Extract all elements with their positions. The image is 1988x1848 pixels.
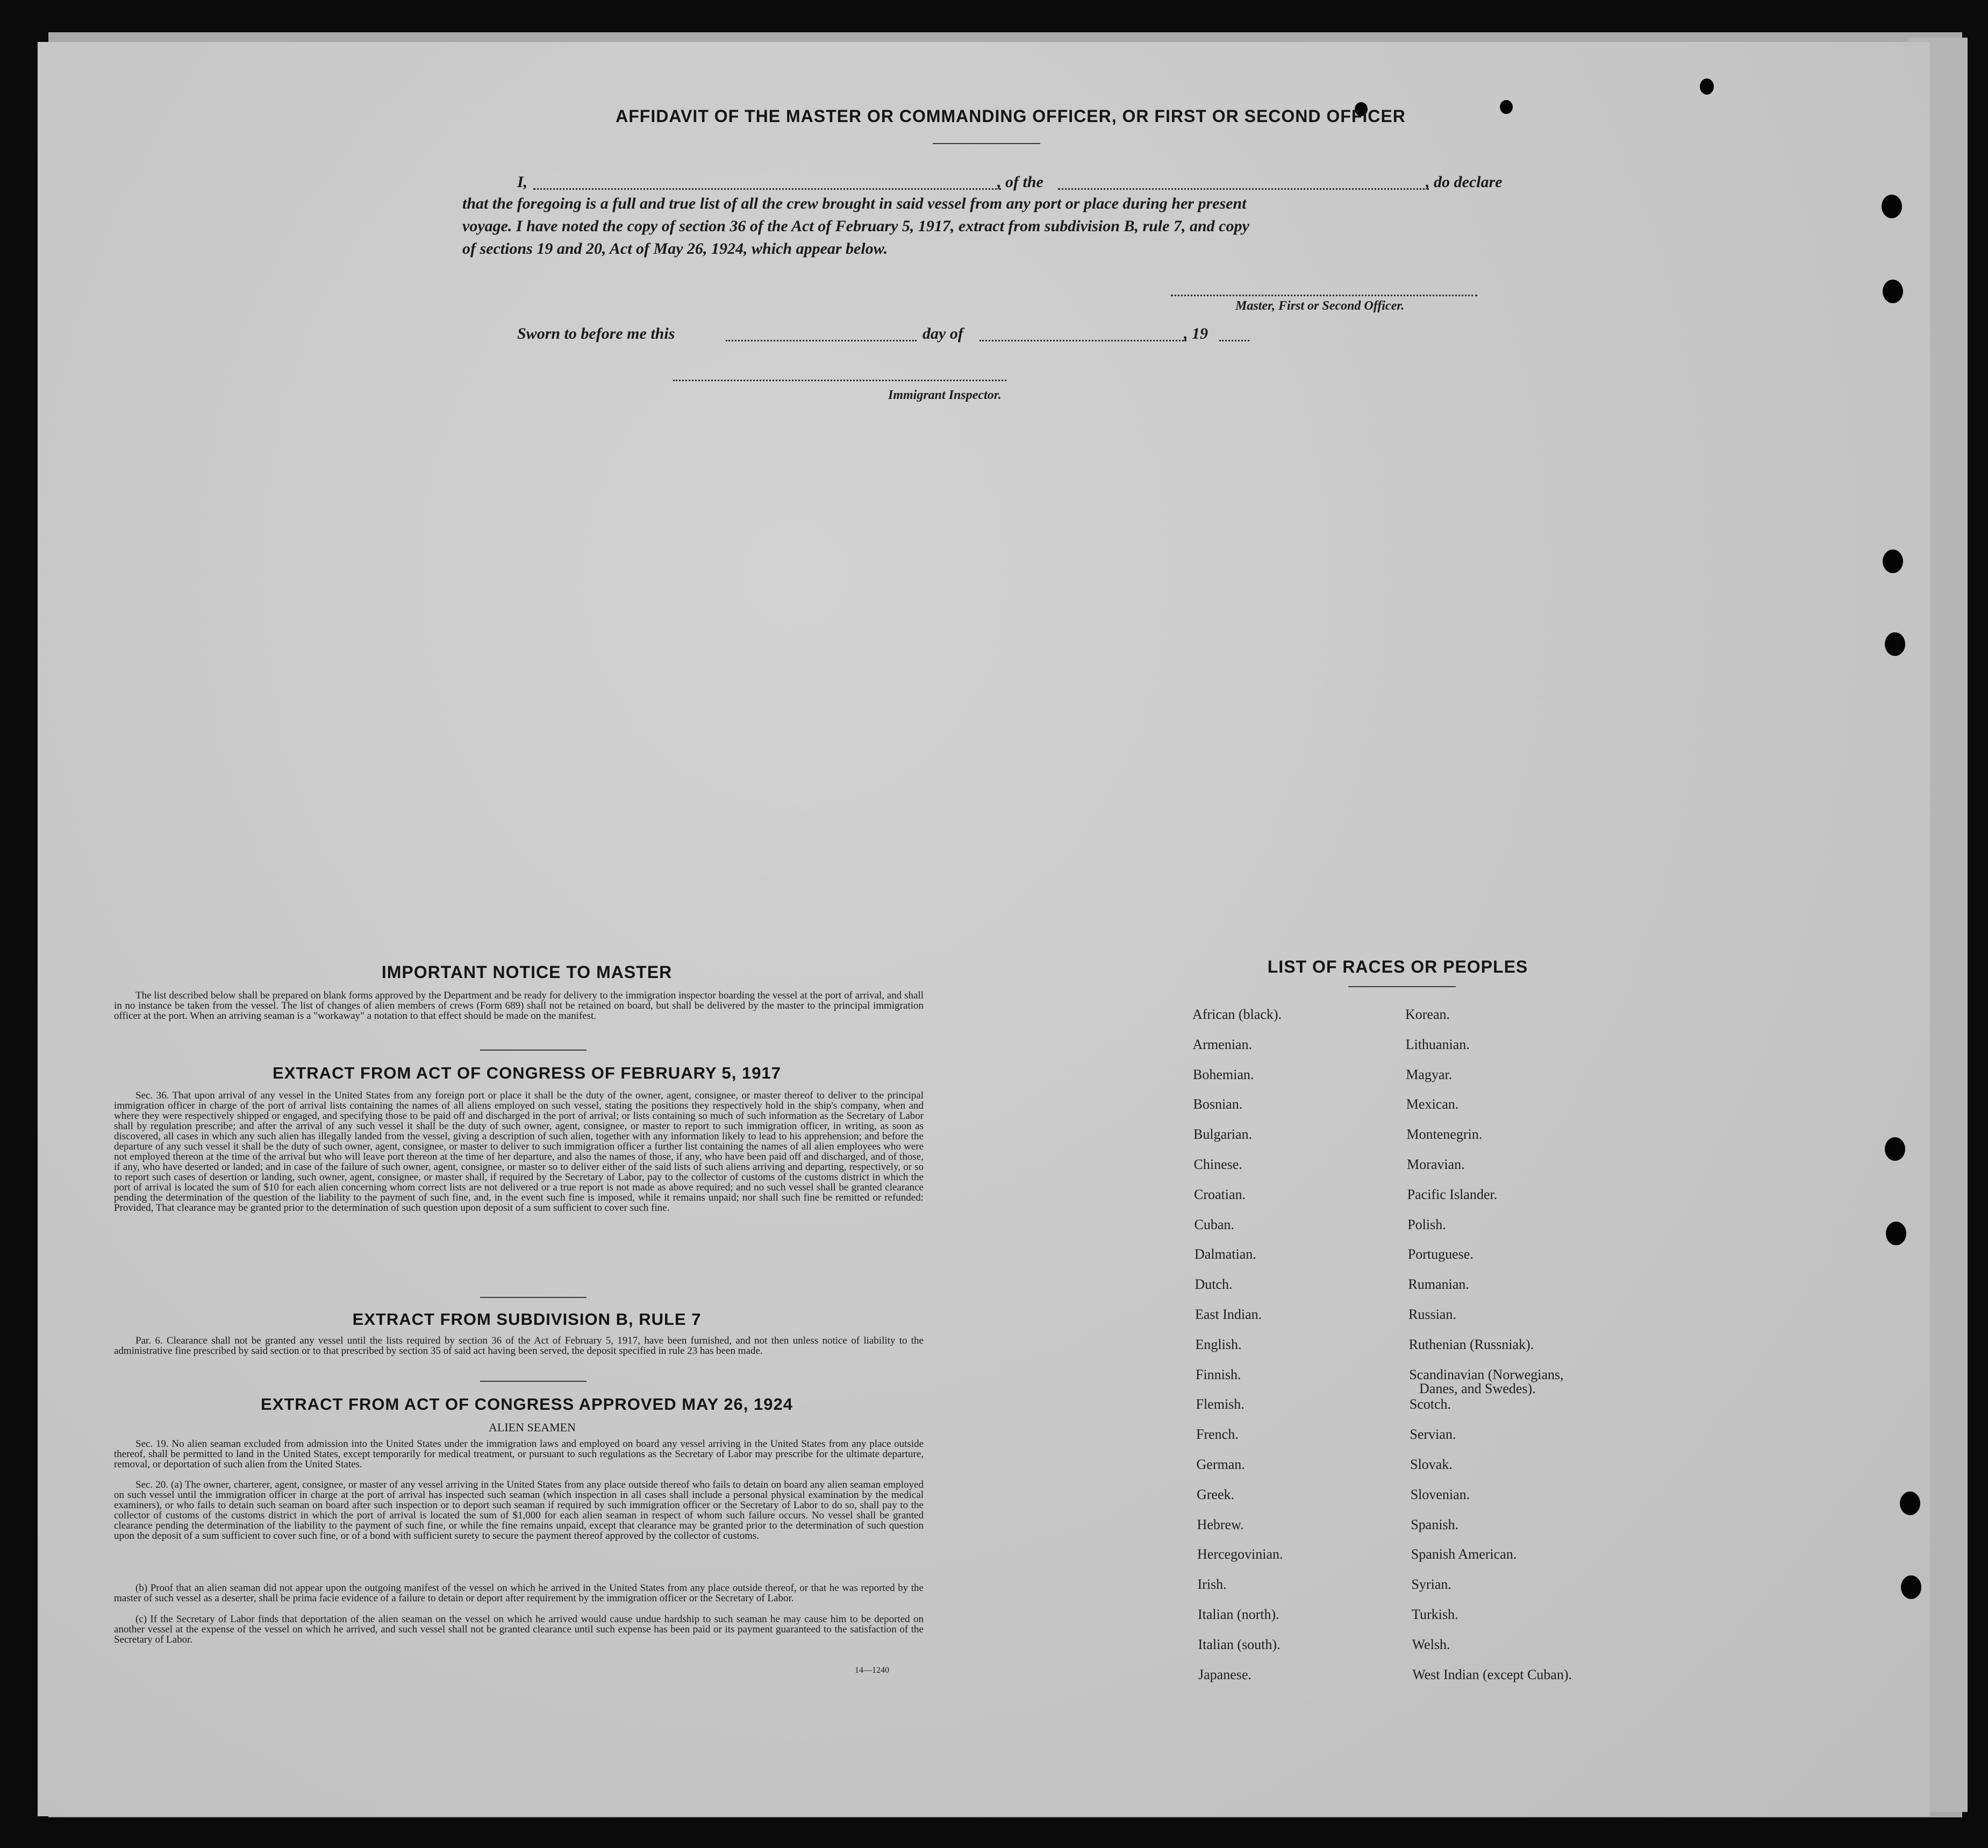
race-item: East Indian. — [1195, 1307, 1262, 1322]
race-item: Spanish. — [1411, 1516, 1459, 1532]
affidavit-line1-declare: , do declare — [1426, 173, 1503, 191]
affidavit-line2: that the foregoing is a full and true list of all the crew brought in said vessel from any port or place during her present — [462, 195, 1247, 212]
race-item: Croatian. — [1194, 1186, 1246, 1202]
sworn-day-field[interactable] — [726, 340, 917, 341]
affidavit-title: AFFIDAVIT OF THE MASTER OR COMMANDING OFFICER, OR FIRST OR SECOND OFFICER — [616, 106, 1406, 126]
race-item: Welsh. — [1412, 1636, 1450, 1652]
race-item: French. — [1196, 1426, 1239, 1443]
document-page — [38, 42, 1930, 1816]
race-item: Armenian. — [1192, 1036, 1252, 1052]
race-item: Slovak. — [1410, 1457, 1453, 1472]
race-item: Dalmatian. — [1195, 1246, 1256, 1262]
extract-1924-title: EXTRACT FROM ACT OF CONGRESS APPROVED MAY 26, 1924 — [261, 1395, 793, 1414]
race-item: Polish. — [1407, 1216, 1446, 1232]
race-item: Mexican. — [1406, 1096, 1459, 1112]
master-name-field[interactable] — [533, 188, 1001, 190]
punch-hole — [1900, 1492, 1920, 1515]
race-item: Bosnian. — [1193, 1096, 1243, 1112]
race-item: Scotch. — [1409, 1396, 1451, 1412]
race-item: Hercegovinian. — [1197, 1546, 1283, 1562]
race-item: Japanese. — [1198, 1666, 1252, 1682]
race-item: Cuban. — [1194, 1216, 1234, 1232]
punch-hole — [1700, 79, 1714, 95]
race-item: Danes, and Swedes). — [1419, 1380, 1536, 1396]
race-item: Italian (south). — [1198, 1636, 1281, 1652]
notice-body: The list described below shall be prepared on blank forms approved by the Department and be ready for delivery to the immigration inspector boarding the vessel at the port of arrival, and shall in no instance be taken from the vessel. The list of changes of alien members of crews (Form 689) shall not be retained on board, but shall be delivered by the master to the principal immigration officer at the port. When an arriving seaman is a "workaway" a notation to that effect should be made on the manifest. — [114, 990, 924, 1022]
race-item: Hebrew. — [1197, 1516, 1244, 1532]
race-item: Chinese. — [1193, 1157, 1242, 1172]
race-item: Flemish. — [1196, 1396, 1245, 1412]
race-item: Lithuanian. — [1405, 1036, 1470, 1052]
affidavit-title-rule — [933, 143, 1040, 144]
affidavit-line3: voyage. I have noted the copy of section 36 of the Act of February 5, 1917, extract from subdivision B, rule 7, and copy — [462, 217, 1249, 235]
form-number: 14—1240 — [855, 1666, 889, 1675]
race-item: Syrian. — [1411, 1576, 1451, 1593]
race-item: Greek. — [1197, 1486, 1235, 1502]
race-item: English. — [1195, 1336, 1242, 1352]
master-signature-label: Master, First or Second Officer. — [1235, 299, 1405, 313]
sworn-prefix: Sworn to before me this — [517, 325, 675, 343]
punch-hole — [1886, 1222, 1906, 1245]
race-item: Finnish. — [1196, 1366, 1241, 1382]
race-item: Russian. — [1408, 1307, 1456, 1322]
extract-rule7-body: Par. 6. Clearance shall not be granted any vessel until the lists required by section 36 of the Act of February 5, 1917, have been furnished, and not then unless notice of liability to the administrative fine prescribed by said section or to that prescribed by section 35 of said act having been served, the deposit specified in rule 23 has been made. — [114, 1335, 924, 1357]
race-item: Korean. — [1405, 1007, 1450, 1022]
punch-hole — [1882, 195, 1902, 218]
punch-hole — [1883, 550, 1903, 573]
race-item: Italian (north). — [1198, 1607, 1279, 1622]
race-item: African (black). — [1192, 1007, 1282, 1022]
sworn-year: , 19 — [1184, 325, 1208, 343]
extract-1917-divider — [480, 1297, 587, 1298]
vessel-name-field[interactable] — [1058, 188, 1429, 190]
race-item: Magyar. — [1406, 1066, 1453, 1082]
notice-title: IMPORTANT NOTICE TO MASTER — [381, 962, 673, 982]
punch-hole — [1885, 632, 1905, 656]
sworn-year-field[interactable] — [1219, 340, 1249, 341]
race-item: Slovenian. — [1410, 1486, 1470, 1502]
punch-hole — [1500, 100, 1513, 114]
extract-1917-body: Sec. 36. That upon arrival of any vessel in the United States from any foreign port or place it shall be the duty of the owner, agent, consignee, or master thereof to deliver to the principal immigration officer in charge of the port of arrival lists containing the names of all aliens employed on such vessel, stating the positions they respectively hold in the ship's company, when and where they were respectively shipped or engaged, and specifying those to be paid off and discharged in the port of arrival; or lists containing so much of such information as the Secretary of Labor shall by regulation prescribe; and after the arrival of any such vessel it shall be the duty of such owner, agent, consignee, or master to report to such immigration officer, in writing, as soon as discovered, all cases in which any such alien has illegally landed from the vessel, giving a description of such alien, together with any information likely to lead to his apprehension; and before the departure of any such vessel it shall be the duty of such owner, agent, consignee, or master to deliver to such immigration officer a further list containing the names of all alien employees who were not employed thereon at the time of the arrival but who will leave port thereon at the time of her departure, and also the names of those, if any, who have been paid off and discharged, and of those, if any, who have deserted or landed; and in case of the failure of such owner, agent, consignee, or master so to deliver either of the said lists of such aliens arriving and departing, respectively, or so to report such cases of desertion or landing, such owner, agent, consignee, or master shall, if required by the Secretary of Labor, pay to the collector of customs of the customs district in which the port of arrival is located the sum of $10 for each alien concerning whom correct lists are not delivered or a true report is not made as above required; and no such vessel shall be granted clearance pending the determination of the question of the liability to the payment of such fine, and, in the event such fine is imposed, while it remains unpaid; nor shall such fine be remitted or refunded: Provided, That clearance may be granted prior to the determination of such question upon deposit of a sum sufficient to cover such fine. — [114, 1090, 924, 1214]
race-item: Ruthenian (Russniak). — [1408, 1336, 1534, 1352]
punch-hole — [1885, 1137, 1905, 1161]
race-item: Pacific Islander. — [1407, 1186, 1498, 1202]
punch-hole — [1901, 1575, 1921, 1599]
race-item: Bohemian. — [1193, 1066, 1254, 1082]
extract-1924-subtitle: ALIEN SEAMEN — [489, 1421, 576, 1434]
race-item: West Indian (except Cuban). — [1412, 1666, 1572, 1682]
race-item: Scandinavian (Norwegians, — [1409, 1366, 1564, 1382]
extract-1924-sec19: Sec. 19. No alien seaman excluded from admission into the United States under the immigration laws and employed on board any vessel arriving in the United States from any place outside thereof, shall be permitted to land in the United States, except temporarily for medical treatment, or pursuant to such regulations as the Secretary of Labor may prescribe for the ultimate departure, removal, or deportation of such alien from the United States. — [114, 1438, 924, 1470]
race-item: Spanish American. — [1411, 1546, 1517, 1562]
extract-1917-title: EXTRACT FROM ACT OF CONGRESS OF FEBRUARY 5, 1917 — [273, 1064, 781, 1082]
extract-1924-sec20a: Sec. 20. (a) The owner, charterer, agent, consignee, or master of any vessel arriving in the United States from any place outside thereof who fails to detain on board any alien seaman employed on such vessel until the immigration officer in charge at the port of arrival has inspected such seaman (which inspection in all cases shall include a personal physical examination by the medical examiners), or who fails to detain such seaman on board after such inspection or to deport such seaman if required by such immigration officer or the Secretary of Labor to do so, shall pay to the collector of customs of the customs district in which the port of arrival is located the sum of $1,000 for each alien seaman in respect of whom such failure occurs. No vessel shall be granted clearance pending the determination of the liability to the payment of such fine, or while the fine remains unpaid, except that clearance may be granted prior to the determination of such question upon the deposit of a sum sufficient to cover such fine, or of a bond with sufficient surety to secure the payment thereof approved by the collector of customs. — [114, 1479, 924, 1542]
race-item: Servian. — [1410, 1426, 1456, 1443]
extract-rule7-divider — [480, 1381, 587, 1382]
affidavit-line4: of sections 19 and 20, Act of May 26, 1924, which appear below. — [462, 240, 888, 258]
races-title: LIST OF RACES OR PEOPLES — [1267, 957, 1528, 976]
race-item: Moravian. — [1407, 1157, 1465, 1172]
affidavit-line1-i: I, — [517, 173, 528, 191]
race-item: Rumanian. — [1408, 1276, 1469, 1293]
inspector-label: Immigrant Inspector. — [888, 388, 1002, 402]
race-item: Portuguese. — [1407, 1246, 1474, 1262]
races-title-rule — [1348, 986, 1456, 987]
master-signature-field[interactable] — [1171, 295, 1477, 296]
race-item: Dutch. — [1195, 1276, 1233, 1293]
sworn-day-of: day of — [923, 325, 963, 343]
extract-rule7-title: EXTRACT FROM SUBDIVISION B, RULE 7 — [352, 1310, 702, 1329]
race-item: Montenegrin. — [1406, 1126, 1483, 1143]
sworn-month-field[interactable] — [979, 340, 1186, 341]
race-item: Turkish. — [1412, 1607, 1458, 1622]
punch-hole — [1883, 280, 1903, 303]
extract-1924-sec20b: (b) Proof that an alien seaman did not appear upon the outgoing manifest of the vessel on which he arrived in the United States from any place outside thereof, or that he was reported by the master of such vessel as a deserter, shall be prima facie evidence of a failure to detain or deport after requirement by the immigration officer or the Secretary of Labor. — [114, 1582, 924, 1604]
notice-divider — [480, 1050, 587, 1051]
affidavit-line1-of-the: , of the — [997, 173, 1043, 191]
inspector-signature-field[interactable] — [673, 380, 1006, 381]
race-item: Bulgarian. — [1193, 1126, 1253, 1143]
extract-1924-sec20c: (c) If the Secretary of Labor finds that deportation of the alien seaman on the vessel on which he arrived would cause undue hardship to such seaman he may cause him to be deported on another vessel at the expense of the vessel on which he arrived, and such vessel shall not be granted clearance until such expense has been paid or its payment guaranteed to the satisfaction of the Secretary of Labor. — [114, 1614, 924, 1645]
race-item: Irish. — [1197, 1576, 1227, 1593]
race-item: German. — [1196, 1457, 1245, 1472]
